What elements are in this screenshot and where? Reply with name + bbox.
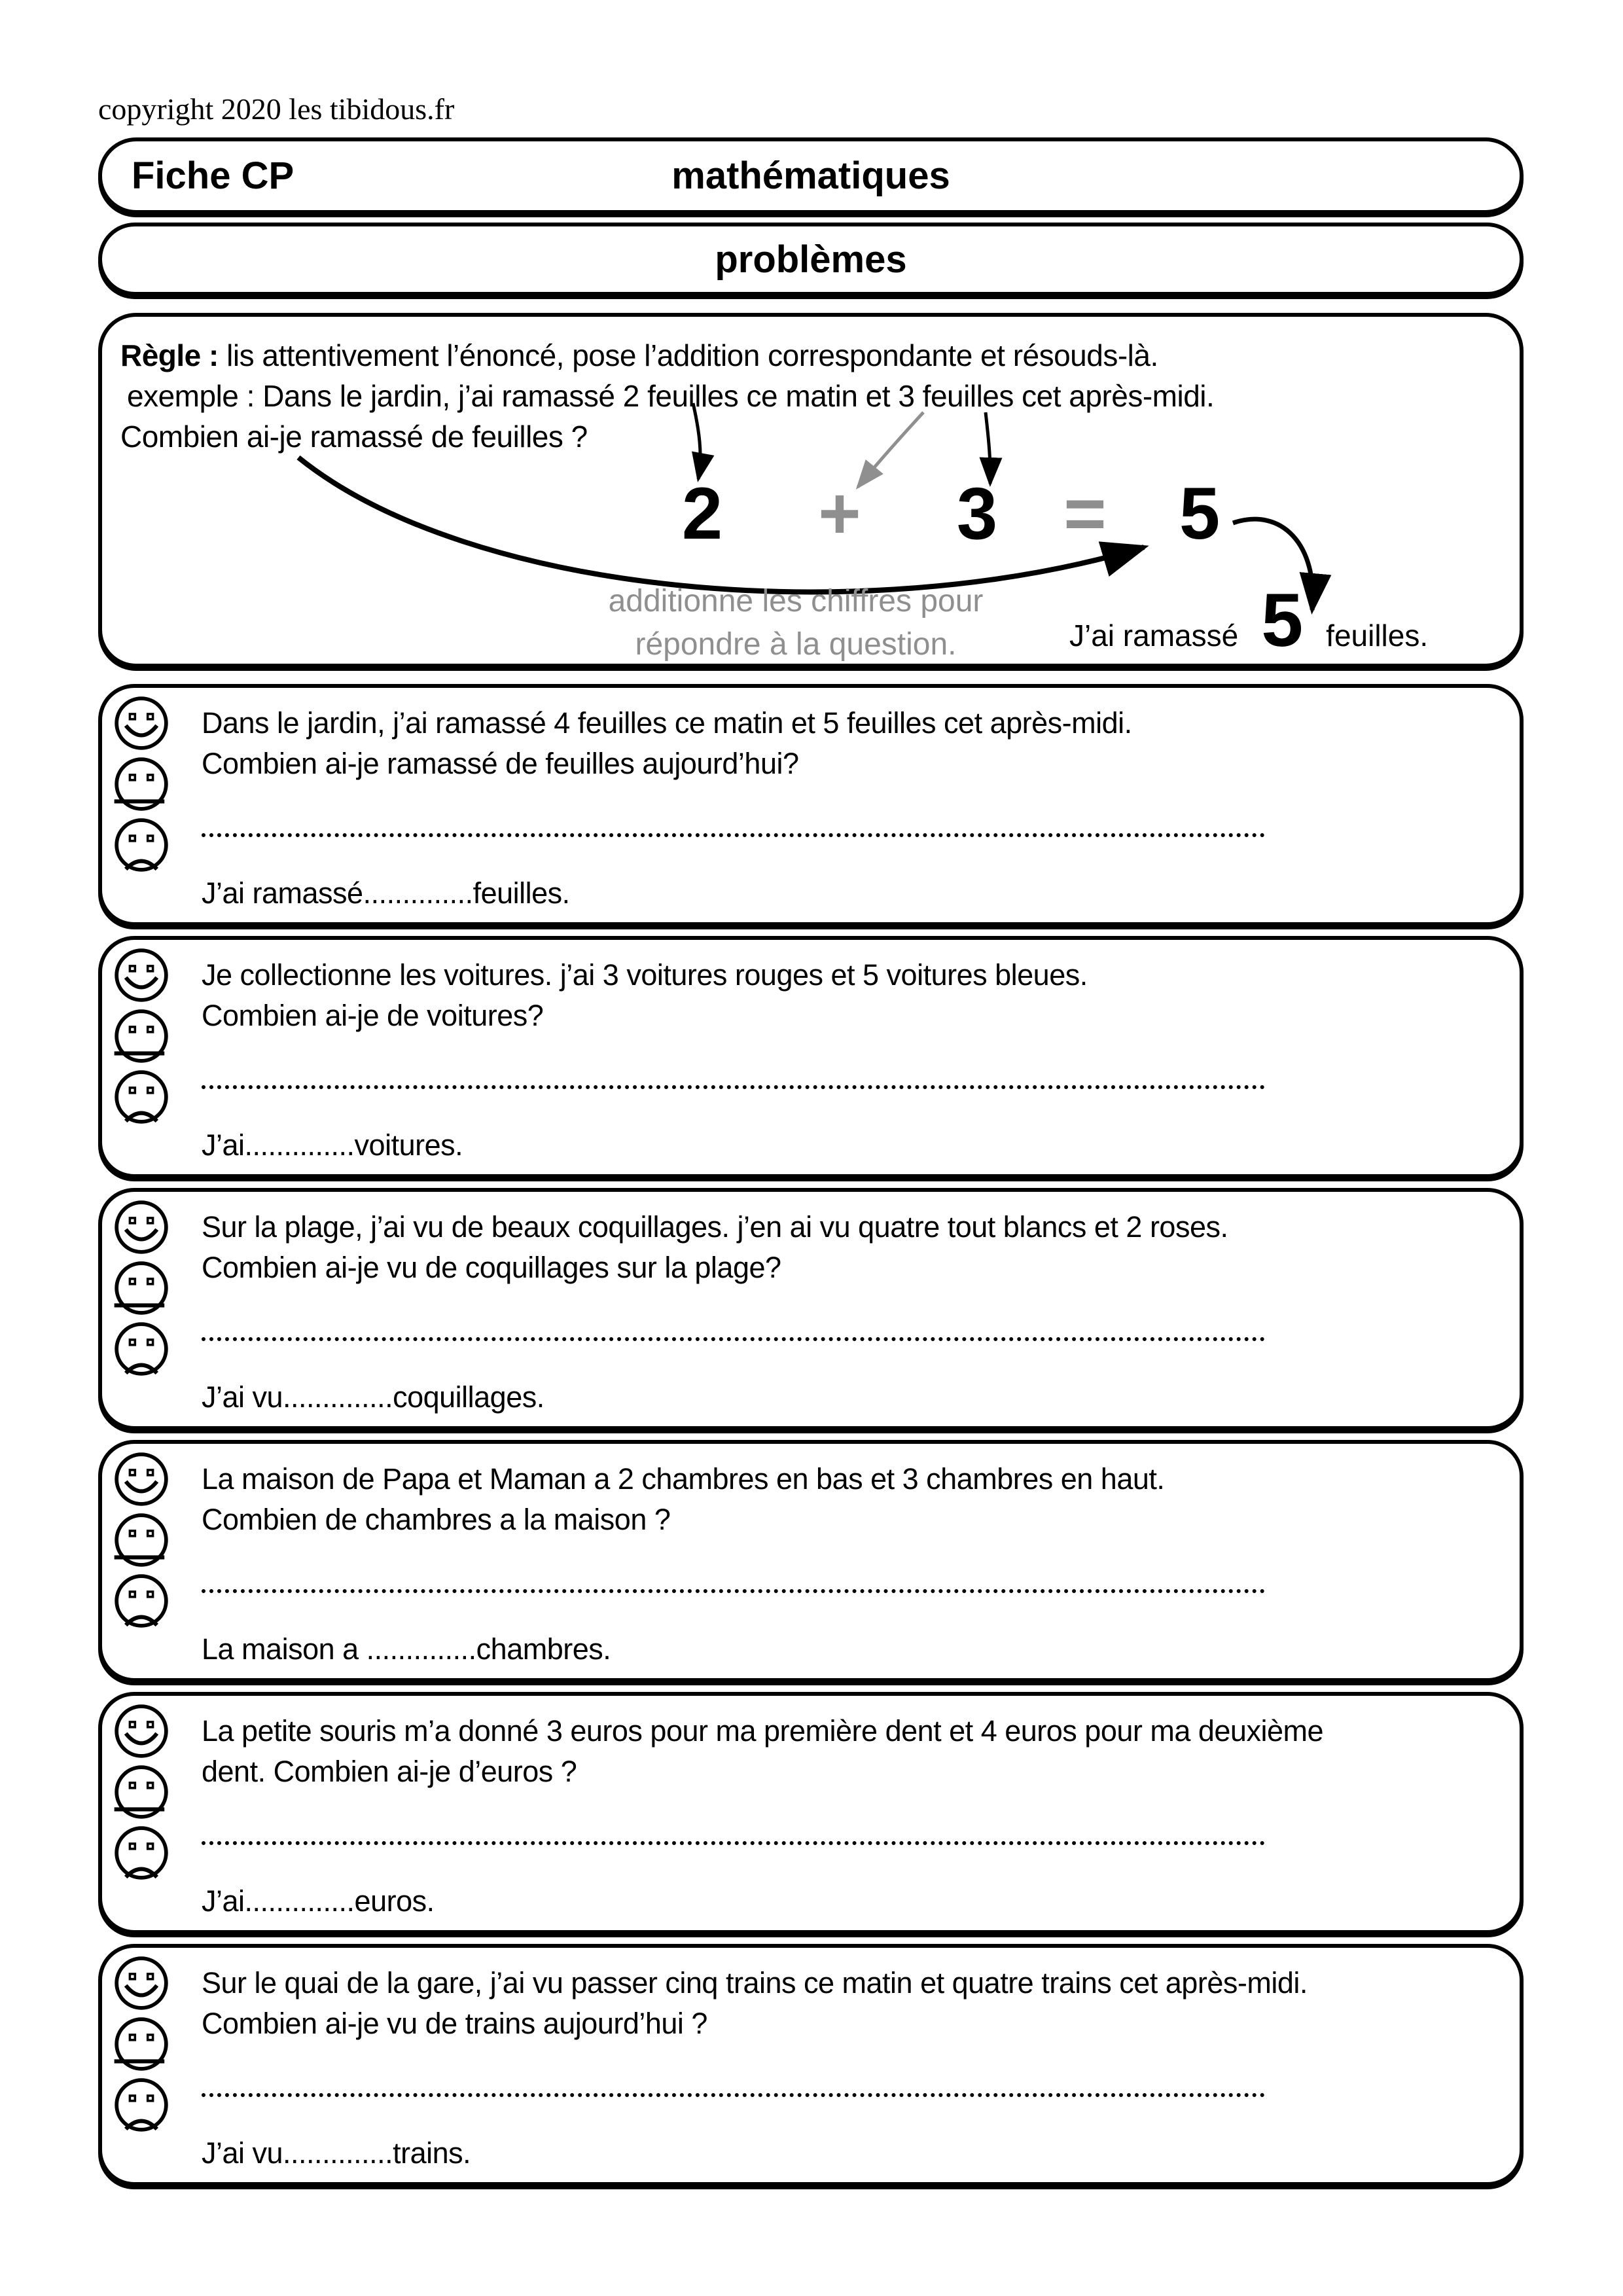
answer-sentence: J’ai ramassé..............feuilles. — [202, 876, 570, 910]
rule-question-line: Combien ai-je ramassé de feuilles ? — [120, 420, 588, 454]
problem-text-line2: Combien ai-je de voitures? — [202, 999, 544, 1032]
happy-face-icon — [113, 1198, 170, 1256]
neutral-face-icon — [113, 755, 170, 813]
problem-box-4 — [98, 1440, 1524, 1682]
answer-writing-line — [202, 1841, 1265, 1845]
example-caption — [606, 580, 986, 666]
problem-box-3 — [98, 1188, 1524, 1430]
happy-face-icon — [113, 694, 170, 752]
rule-instruction — [120, 338, 1158, 373]
answer-sentence: La maison a ..............chambres. — [202, 1632, 611, 1666]
example-answer-number: 5 — [1261, 579, 1304, 662]
answer-sentence: J’ai vu..............trains. — [202, 2136, 471, 2170]
header-box — [98, 137, 1524, 214]
copyright-text: copyright 2020 les tibidous.fr — [98, 92, 455, 126]
self-assessment-faces — [113, 1702, 173, 1885]
problem-text-line2: Combien ai-je vu de trains aujourd’hui ? — [202, 2007, 707, 2040]
self-assessment-faces — [113, 1198, 173, 1381]
equation-plus-sign: + — [818, 473, 861, 554]
example-answer-suffix: feuilles. — [1326, 619, 1429, 653]
self-assessment-faces — [113, 1450, 173, 1633]
sad-face-icon — [113, 2076, 170, 2134]
equation-operand-2: 3 — [956, 473, 998, 554]
problem-text-line2: Combien ai-je ramassé de feuilles aujourd’hui? — [202, 747, 799, 780]
answer-writing-line — [202, 1337, 1265, 1341]
sad-face-icon — [113, 1068, 170, 1126]
happy-face-icon — [113, 1954, 170, 2012]
rule-example-line: exemple : Dans le jardin, j’ai ramassé 2 feuilles ce matin et 3 feuilles cet après-midi. — [127, 379, 1215, 413]
example-answer — [1069, 577, 1428, 664]
problem-text-line1: La maison de Papa et Maman a 2 chambres en bas et 3 chambres en haut. — [202, 1462, 1165, 1496]
page-title: problèmes — [715, 238, 907, 281]
problem-text-line2: Combien de chambres a la maison ? — [202, 1503, 671, 1536]
answer-writing-line — [202, 2093, 1265, 2097]
problem-box-6 — [98, 1944, 1524, 2186]
answer-writing-line — [202, 1085, 1265, 1089]
equation-equals-sign: = — [1063, 473, 1107, 554]
neutral-face-icon — [113, 1259, 170, 1317]
problem-box-5 — [98, 1692, 1524, 1934]
problem-text-line2: dent. Combien ai-je d’euros ? — [202, 1755, 577, 1788]
sad-face-icon — [113, 1572, 170, 1630]
answer-sentence: J’ai vu..............coquillages. — [202, 1380, 544, 1414]
neutral-face-icon — [113, 1511, 170, 1569]
problem-text-line1: Dans le jardin, j’ai ramassé 4 feuilles ce matin et 5 feuilles cet après-midi. — [202, 706, 1132, 740]
problem-box-1 — [98, 684, 1524, 926]
problem-text-line2: Combien ai-je vu de coquillages sur la plage? — [202, 1251, 781, 1284]
problem-text-line1: Sur la plage, j’ai vu de beaux coquillages. j’en ai vu quatre tout blancs et 2 roses. — [202, 1210, 1228, 1244]
answer-sentence: J’ai..............voitures. — [202, 1128, 463, 1162]
answer-writing-line — [202, 1589, 1265, 1593]
problem-text-line1: Sur le quai de la gare, j’ai vu passer cinq trains ce matin et quatre trains cet après-midi. — [202, 1966, 1308, 2000]
equation-result: 5 — [1179, 473, 1221, 554]
sad-face-icon — [113, 1320, 170, 1378]
happy-face-icon — [113, 946, 170, 1004]
example-answer-prefix: J’ai ramassé — [1069, 619, 1239, 653]
rule-label: Règle : — [120, 338, 219, 372]
sad-face-icon — [113, 1824, 170, 1882]
arrow-to-first-number — [693, 403, 700, 479]
rule-box — [98, 313, 1524, 668]
title-box — [98, 223, 1524, 296]
example-caption-line1: additionne les chiffres pour — [608, 584, 984, 619]
neutral-face-icon — [113, 1007, 170, 1065]
self-assessment-faces — [113, 1954, 173, 2137]
happy-face-icon — [113, 1702, 170, 1760]
problem-box-2 — [98, 936, 1524, 1178]
rule-instruction-text: lis attentivement l’énoncé, pose l’addition correspondante et résouds-là. — [218, 338, 1158, 372]
example-caption-line2: répondre à la question. — [635, 627, 957, 662]
happy-face-icon — [113, 1450, 170, 1508]
neutral-face-icon — [113, 2015, 170, 2073]
equation-operand-1: 2 — [681, 473, 723, 554]
self-assessment-faces — [113, 946, 173, 1129]
answer-writing-line — [202, 833, 1265, 837]
subject-label: mathématiques — [671, 154, 950, 197]
problem-text-line1: Je collectionne les voitures. j’ai 3 voitures rouges et 5 voitures bleues. — [202, 958, 1088, 992]
answer-sentence: J’ai..............euros. — [202, 1884, 435, 1918]
sad-face-icon — [113, 816, 170, 874]
problem-text-line1: La petite souris m’a donné 3 euros pour ma première dent et 4 euros pour ma deuxième — [202, 1714, 1323, 1748]
self-assessment-faces — [113, 694, 173, 877]
neutral-face-icon — [113, 1763, 170, 1821]
sheet-level-label: Fiche CP — [132, 154, 294, 197]
arrow-to-plus-sign — [858, 412, 923, 487]
